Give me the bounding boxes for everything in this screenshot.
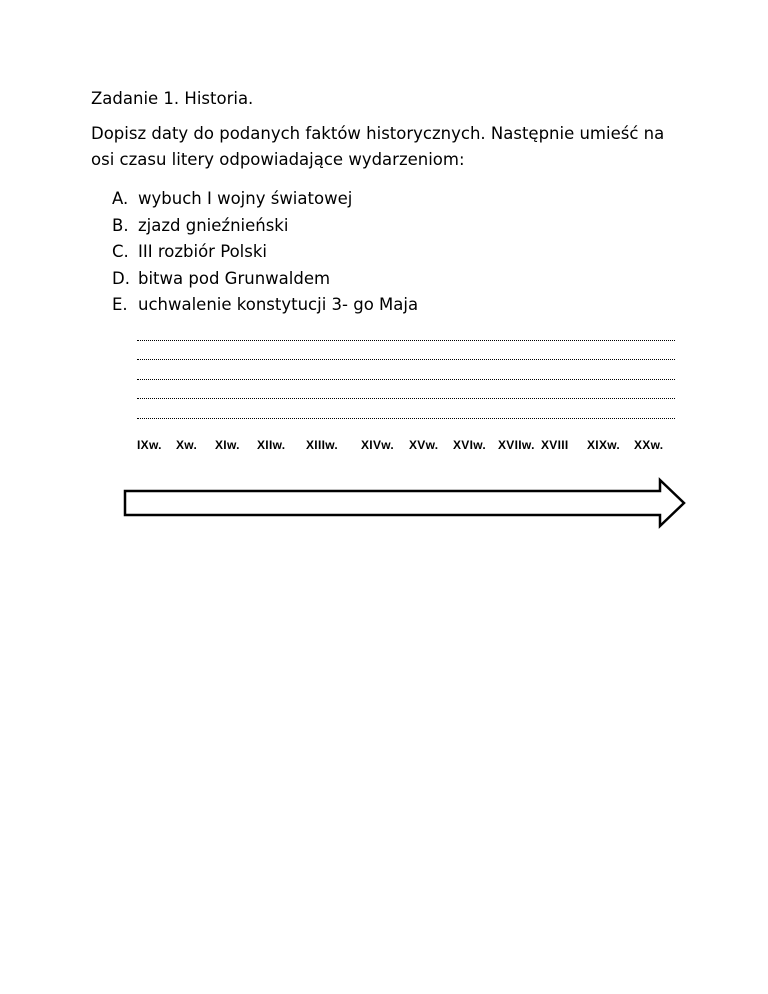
event-text: III rozbiór Polski [138,242,267,262]
answer-line [137,360,675,380]
answer-line [137,321,675,341]
century-label: XVIII [541,438,569,452]
century-label: XVIw. [453,438,487,452]
century-label: XIIIw. [306,438,339,452]
event-item [112,266,418,293]
century-label: XVIIw. [498,438,535,452]
answer-line [137,380,675,400]
timeline-arrow-shape [125,480,684,526]
century-label: XIIw. [257,438,286,452]
event-letter: A. [112,189,129,209]
answer-lines [137,321,675,419]
century-label: XXw. [634,438,664,452]
events-list [112,186,418,319]
event-item [112,213,418,240]
task-title: Zadanie 1. Historia. [91,89,254,108]
answer-line [137,341,675,361]
century-label: XVw. [409,438,439,452]
event-item [112,239,418,266]
century-labels [0,438,768,456]
event-text: zjazd gnieźnieński [138,215,289,235]
century-label: IXw. [137,438,162,452]
century-label: XIVw. [361,438,395,452]
century-label: XIw. [215,438,240,452]
event-text: uchwalenie konstytucji 3- go Maja [138,295,419,315]
event-letter: E. [112,295,128,315]
century-label: Xw. [176,438,198,452]
answer-line [137,399,675,419]
event-text: bitwa pod Grunwaldem [138,268,331,288]
timeline-arrow [120,476,690,530]
century-label: XIXw. [587,438,621,452]
event-letter: B. [112,215,129,235]
event-letter: C. [112,242,129,262]
event-text: wybuch I wojny światowej [138,189,353,209]
event-item [112,186,418,213]
event-letter: D. [112,268,130,288]
task-instruction: Dopisz daty do podanych faktów historycznych. Następnie umieść na osi czasu litery odpowiadające wydarzeniom: [91,124,665,169]
event-item [112,292,418,319]
